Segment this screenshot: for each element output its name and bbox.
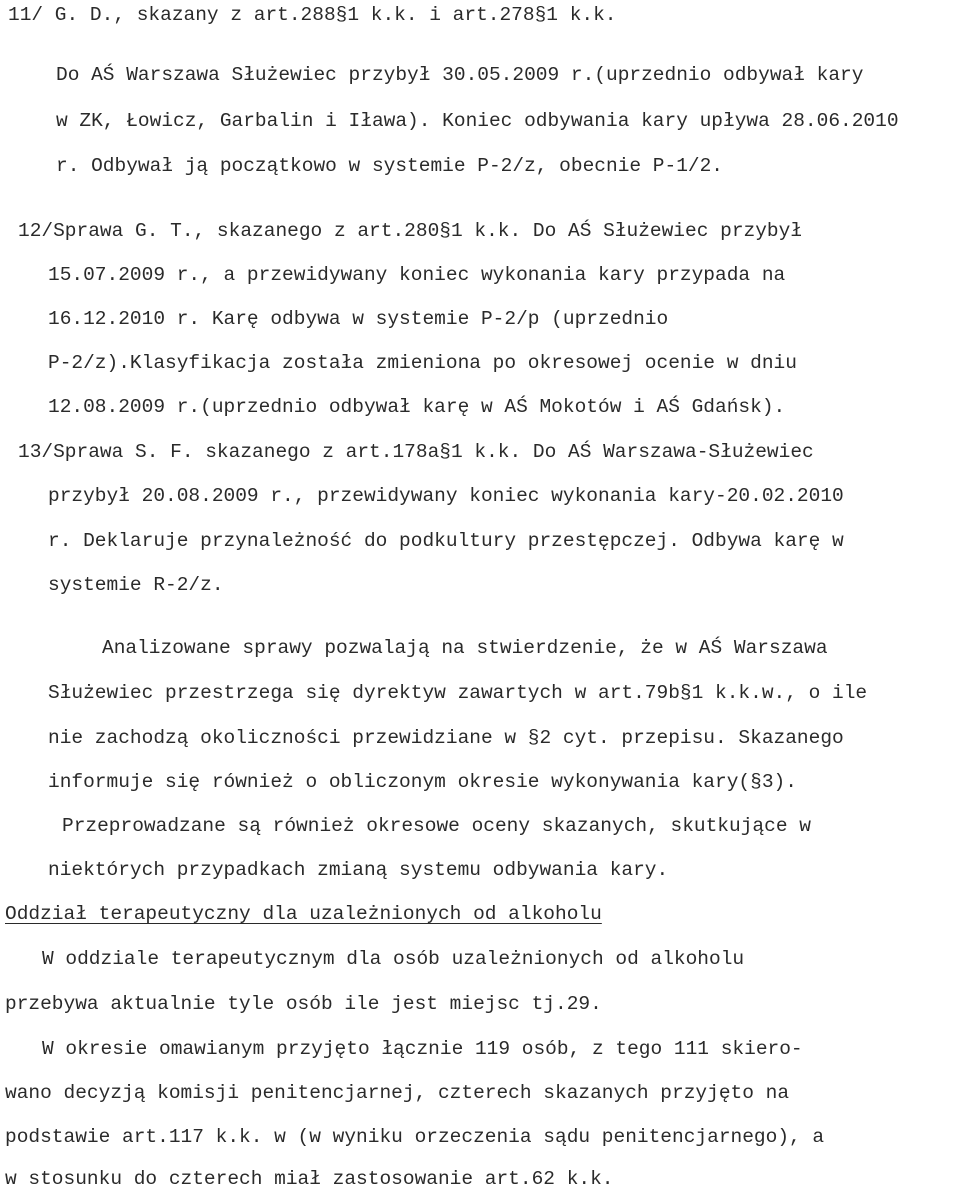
summary-line: Analizowane sprawy pozwalają na stwierdzenie, że w AŚ Warszawa bbox=[102, 637, 828, 659]
summary-line: nie zachodzą okoliczności przewidziane w §2 cyt. przepisu. Skazanego bbox=[48, 727, 844, 749]
case-11-heading: 11/ G. D., skazany z art.288§1 k.k. i art.278§1 k.k. bbox=[8, 4, 617, 26]
case-13-line: r. Deklaruje przynależność do podkultury przestępczej. Odbywa karę w bbox=[48, 530, 844, 552]
section-line: w stosunku do czterech miał zastosowanie art.62 k.k. bbox=[5, 1168, 614, 1190]
section-line: podstawie art.117 k.k. w (w wyniku orzeczenia sądu penitencjarnego), a bbox=[5, 1126, 825, 1148]
summary-line: niektórych przypadkach zmianą systemu odbywania kary. bbox=[48, 859, 669, 881]
section-line: W okresie omawianym przyjęto łącznie 119 osób, z tego 111 skiero- bbox=[42, 1038, 803, 1060]
case-12-line: P-2/z).Klasyfikacja została zmieniona po okresowej ocenie w dniu bbox=[48, 352, 797, 374]
case-12-line: 12/Sprawa G. T., skazanego z art.280§1 k.k. Do AŚ Służewiec przybył bbox=[18, 220, 803, 242]
case-11-line: Do AŚ Warszawa Służewiec przybył 30.05.2009 r.(uprzednio odbywał kary bbox=[56, 64, 864, 86]
summary-line: Przeprowadzane są również okresowe oceny skazanych, skutkujące w bbox=[62, 815, 811, 837]
case-12-line: 12.08.2009 r.(uprzednio odbywał karę w AŚ Mokotów i AŚ Gdańsk). bbox=[48, 396, 786, 418]
section-line: wano decyzją komisji penitencjarnej, czterech skazanych przyjęto na bbox=[5, 1082, 790, 1104]
case-13-line: przybył 20.08.2009 r., przewidywany koniec wykonania kary-20.02.2010 bbox=[48, 485, 844, 507]
section-line: przebywa aktualnie tyle osób ile jest miejsc tj.29. bbox=[5, 993, 602, 1015]
case-12-line: 15.07.2009 r., a przewidywany koniec wykonania kary przypada na bbox=[48, 264, 786, 286]
case-11-line: r. Odbywał ją początkowo w systemie P-2/z, obecnie P-1/2. bbox=[56, 155, 724, 177]
case-11-line: w ZK, Łowicz, Garbalin i Iława). Koniec odbywania kary upływa 28.06.2010 bbox=[56, 110, 899, 132]
summary-line: Służewiec przestrzega się dyrektyw zawartych w art.79b§1 k.k.w., o ile bbox=[48, 682, 868, 704]
case-13-line: 13/Sprawa S. F. skazanego z art.178a§1 k.k. Do AŚ Warszawa-Służewiec bbox=[18, 441, 814, 463]
section-heading: Oddział terapeutyczny dla uzależnionych od alkoholu bbox=[5, 903, 602, 925]
summary-line: informuje się również o obliczonym okresie wykonywania kary(§3). bbox=[48, 771, 797, 793]
case-13-line: systemie R-2/z. bbox=[48, 574, 224, 596]
case-12-line: 16.12.2010 r. Karę odbywa w systemie P-2/p (uprzednio bbox=[48, 308, 669, 330]
section-line: W oddziale terapeutycznym dla osób uzależnionych od alkoholu bbox=[42, 948, 745, 970]
